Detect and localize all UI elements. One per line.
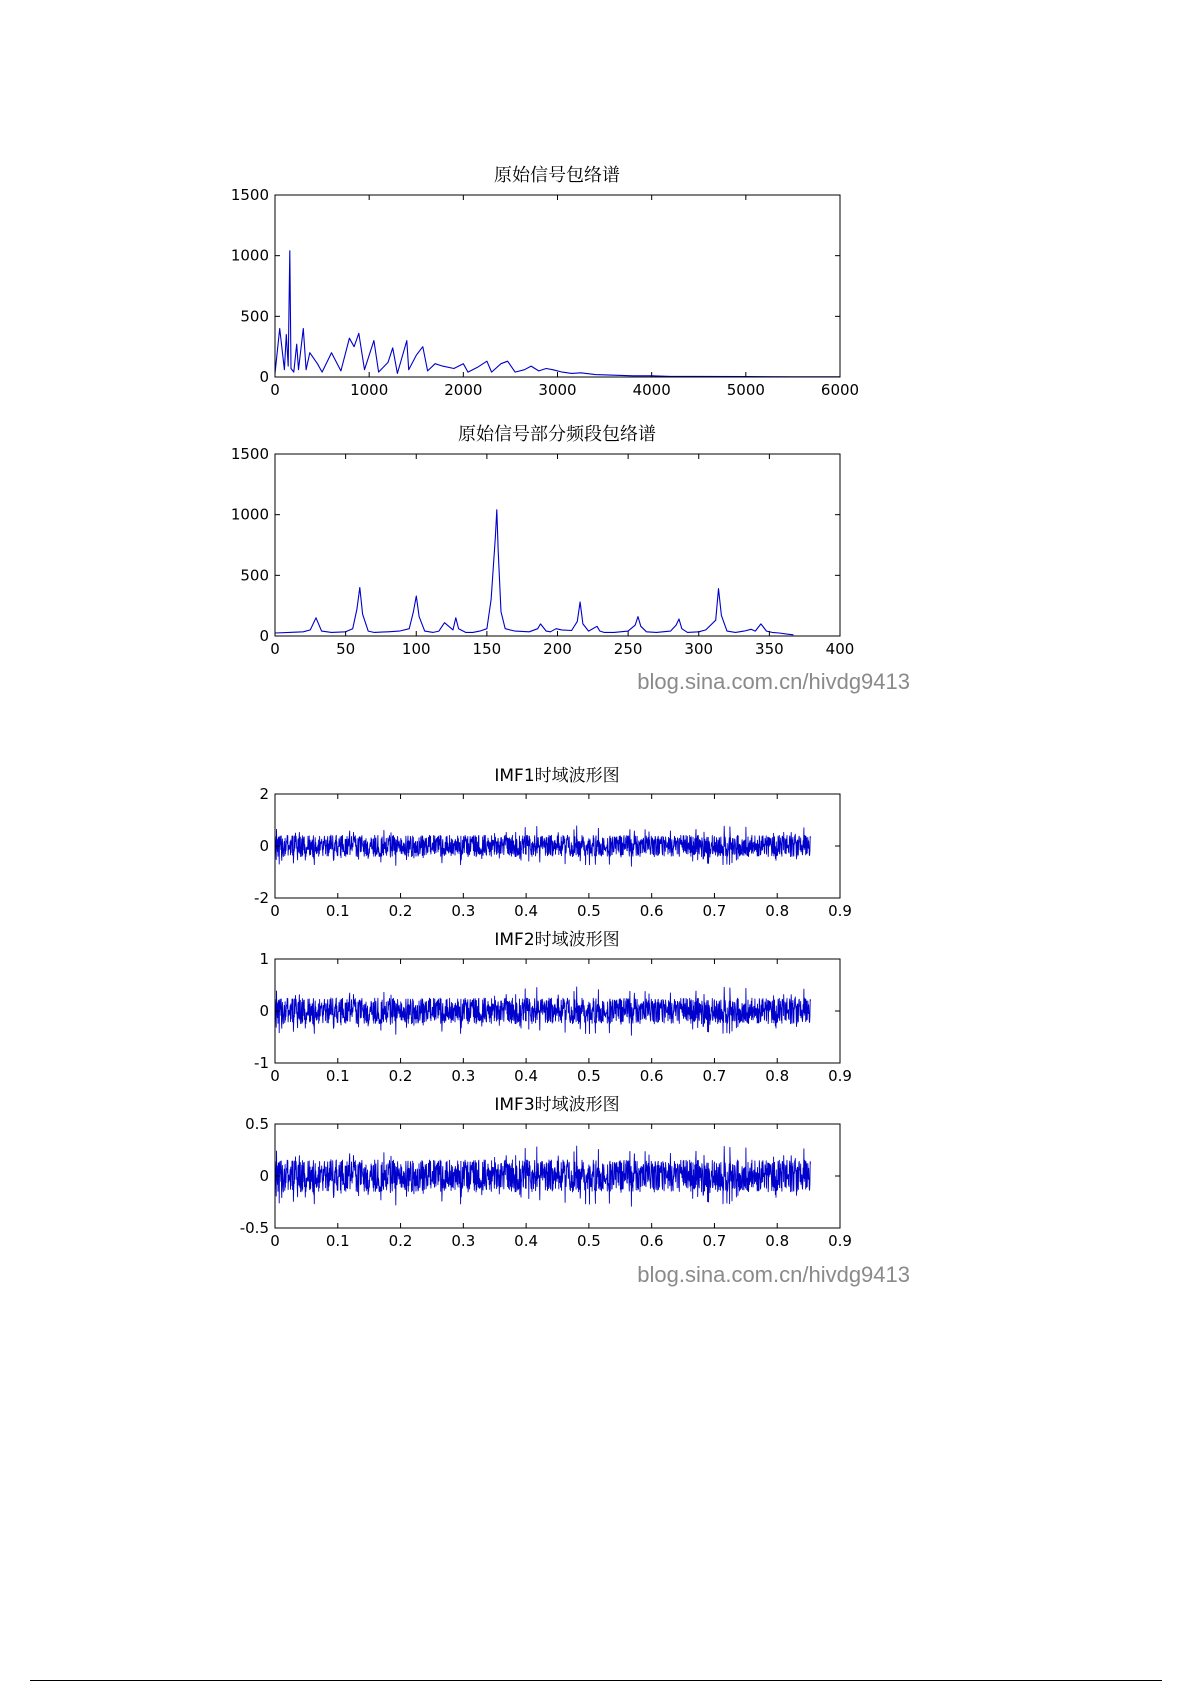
x-tick-label: 0.6 xyxy=(639,1067,664,1085)
y-tick-label: -2 xyxy=(254,889,269,907)
x-tick-label: 100 xyxy=(401,640,431,658)
x-tick-label: 4000 xyxy=(632,381,671,399)
series-line xyxy=(275,510,793,635)
y-tick-label: 2 xyxy=(259,785,269,803)
x-tick-label: 1000 xyxy=(350,381,389,399)
series-line xyxy=(275,826,811,866)
x-tick-label: 0.2 xyxy=(388,1232,413,1250)
page-footer-rule xyxy=(30,1680,1162,1681)
x-tick-label: 400 xyxy=(825,640,855,658)
axes-box xyxy=(275,195,840,377)
x-tick-label: 0.6 xyxy=(639,902,664,920)
chart-imf3 xyxy=(240,1095,852,1250)
x-tick-label: 350 xyxy=(755,640,784,658)
x-tick-label: 200 xyxy=(543,640,572,658)
x-tick-label: 0.1 xyxy=(325,902,350,920)
axes-box xyxy=(275,454,840,636)
x-tick-label: 2000 xyxy=(444,381,483,399)
series-line xyxy=(275,987,811,1035)
y-tick-label: -0.5 xyxy=(239,1219,269,1237)
x-tick-label: 0.5 xyxy=(576,902,601,920)
x-tick-label: 0 xyxy=(270,381,280,399)
x-tick-label: 0.2 xyxy=(388,1067,413,1085)
y-tick-label: 0 xyxy=(259,1167,269,1185)
watermark: blog.sina.com.cn/hivdg9413 xyxy=(637,669,910,694)
x-tick-label: 0.3 xyxy=(451,902,476,920)
chart-title: 原始信号包络谱 xyxy=(494,165,620,186)
chart-title: IMF1时域波形图 xyxy=(494,766,620,786)
y-tick-label: 1 xyxy=(259,950,269,968)
y-tick-label: 0 xyxy=(259,368,269,386)
watermark: blog.sina.com.cn/hivdg9413 xyxy=(637,1262,910,1287)
chart-title: 原始信号部分频段包络谱 xyxy=(458,424,656,445)
chart-envelope-full xyxy=(231,165,859,399)
series-line xyxy=(275,1146,811,1206)
chart-imf1 xyxy=(254,766,852,920)
x-tick-label: 0.5 xyxy=(576,1067,601,1085)
x-tick-label: 150 xyxy=(472,640,502,658)
chart-title: IMF2时域波形图 xyxy=(494,930,620,950)
chart-envelope-partial xyxy=(231,424,855,658)
x-tick-label: 0.7 xyxy=(702,1067,727,1085)
x-tick-label: 6000 xyxy=(820,381,860,399)
x-tick-label: 0 xyxy=(270,902,280,920)
y-tick-label: 1500 xyxy=(230,186,269,204)
x-tick-label: 0.9 xyxy=(828,902,852,920)
x-tick-label: 0.7 xyxy=(702,1232,727,1250)
x-tick-label: 0 xyxy=(270,1067,280,1085)
x-tick-label: 0.7 xyxy=(702,902,727,920)
x-tick-label: 0 xyxy=(270,1232,280,1250)
x-tick-label: 300 xyxy=(684,640,714,658)
x-tick-label: 0.6 xyxy=(639,1232,664,1250)
y-tick-label: 500 xyxy=(240,307,269,326)
y-tick-label: 0.5 xyxy=(245,1115,269,1133)
x-tick-label: 0.1 xyxy=(325,1067,350,1085)
y-tick-label: 1500 xyxy=(230,445,269,463)
x-tick-label: 0.8 xyxy=(765,1232,790,1250)
x-tick-label: 0.2 xyxy=(388,902,413,920)
x-tick-label: 0.4 xyxy=(514,902,539,920)
x-tick-label: 0.9 xyxy=(828,1067,852,1085)
x-tick-label: 250 xyxy=(613,640,643,658)
x-tick-label: 0.3 xyxy=(451,1232,476,1250)
y-tick-label: 1000 xyxy=(230,246,269,265)
x-tick-label: 0.8 xyxy=(765,902,790,920)
x-tick-label: 0 xyxy=(270,640,280,658)
x-tick-label: 5000 xyxy=(726,381,765,399)
x-tick-label: 0.4 xyxy=(514,1232,539,1250)
x-tick-label: 3000 xyxy=(538,381,577,399)
x-tick-label: 0.5 xyxy=(576,1232,601,1250)
y-tick-label: 500 xyxy=(240,566,269,585)
chart-imf2 xyxy=(254,930,852,1085)
y-tick-label: 0 xyxy=(259,837,269,855)
x-tick-label: 50 xyxy=(336,640,356,658)
y-tick-label: 0 xyxy=(259,627,269,645)
y-tick-label: -1 xyxy=(254,1054,269,1072)
y-tick-label: 0 xyxy=(259,1002,269,1020)
x-tick-label: 0.3 xyxy=(451,1067,476,1085)
x-tick-label: 0.8 xyxy=(765,1067,790,1085)
x-tick-label: 0.1 xyxy=(325,1232,350,1250)
x-tick-label: 0.9 xyxy=(828,1232,852,1250)
series-line xyxy=(275,251,840,377)
y-tick-label: 1000 xyxy=(230,505,269,524)
chart-title: IMF3时域波形图 xyxy=(494,1095,620,1115)
x-tick-label: 0.4 xyxy=(514,1067,539,1085)
